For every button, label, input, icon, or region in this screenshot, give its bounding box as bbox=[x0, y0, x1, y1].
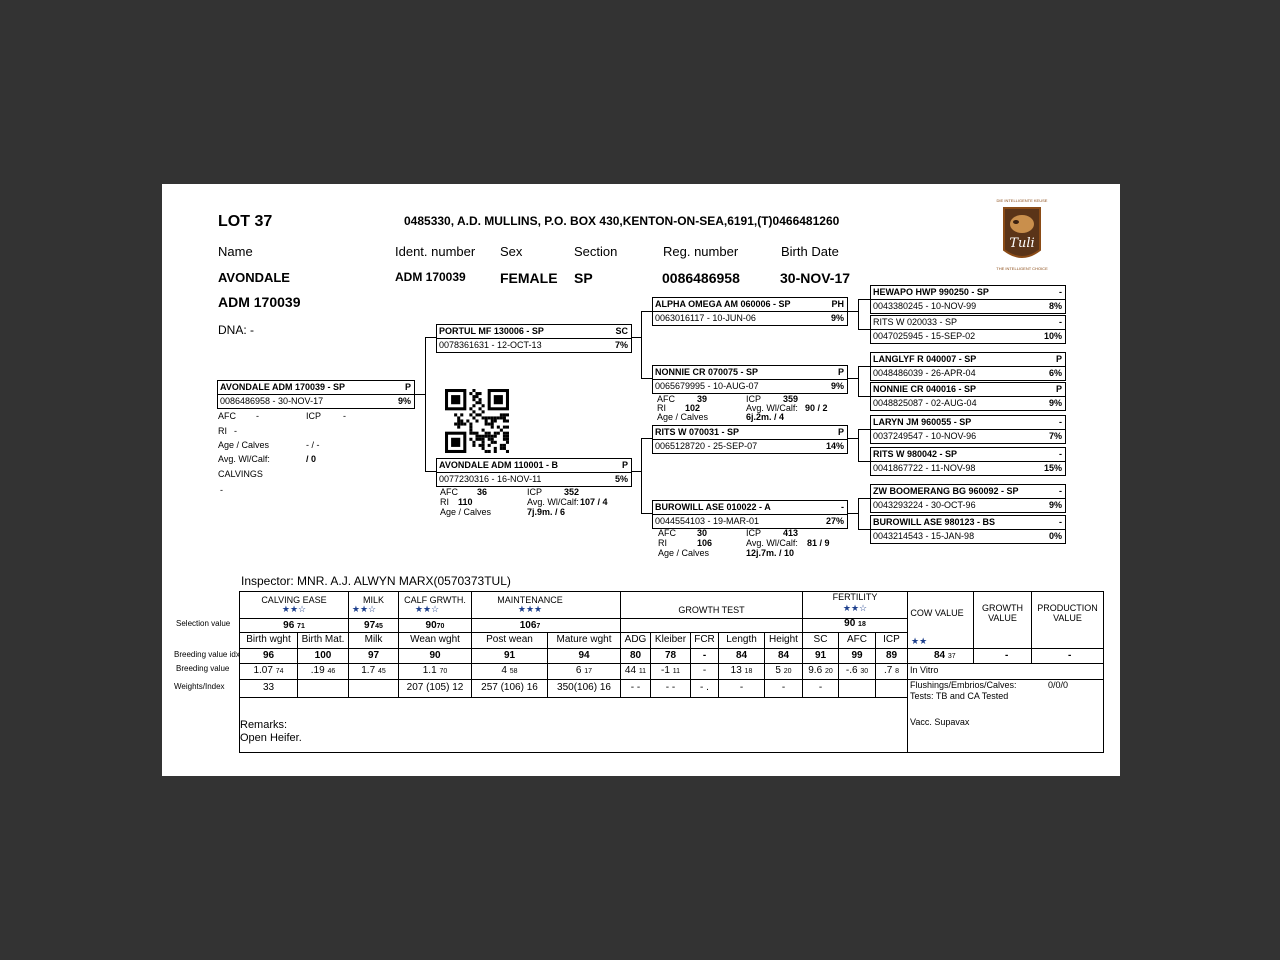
maintenance-stars-icon: ★★★ bbox=[517, 604, 543, 614]
label-name: Name bbox=[218, 244, 253, 259]
weight-cell: - - bbox=[665, 682, 676, 693]
ggp-5-line2: 0037249547 - 10-NOV-96 bbox=[873, 431, 977, 441]
gp-2-line2: 0065679995 - 10-AUG-07 bbox=[655, 381, 759, 391]
dam-age-label: Age / Calves bbox=[440, 507, 492, 517]
gp-4-ri: 106 bbox=[697, 538, 713, 548]
bvi-cow-value: 84 bbox=[934, 650, 946, 661]
gp-1-title: ALPHA OMEGA AM 060006 - SP bbox=[655, 299, 791, 309]
bvi-cell: 80 bbox=[629, 650, 642, 661]
gp-4-ri-label: RI bbox=[658, 538, 667, 548]
gp-4-title: BUROWILL ASE 010022 - A bbox=[655, 502, 771, 512]
gp-2-icp-label: ICP bbox=[746, 394, 762, 404]
label-reg: Reg. number bbox=[663, 244, 739, 259]
animal-ident-2: ADM 170039 bbox=[218, 294, 301, 310]
dam-afc: 36 bbox=[477, 487, 488, 497]
ggp-2-line2: 0047025945 - 15-SEP-02 bbox=[873, 331, 976, 341]
label-section: Section bbox=[574, 244, 618, 259]
sel-fert: 90 bbox=[844, 618, 856, 629]
dam-title: AVONDALE ADM 110001 - B bbox=[439, 460, 559, 470]
label-sex: Sex bbox=[500, 244, 523, 259]
subject-age-label: Age / Calves bbox=[218, 440, 270, 450]
gp-4-line2: 0044554103 - 19-MAR-01 bbox=[655, 516, 760, 526]
bv-value: 1.1 bbox=[422, 665, 437, 676]
dam-icp: 352 bbox=[564, 487, 580, 497]
gp-4-icp-label: ICP bbox=[746, 528, 762, 538]
bv-cell bbox=[240, 665, 297, 676]
gp-1-code: PH bbox=[831, 299, 844, 309]
bvi-cell: 97 bbox=[367, 650, 380, 661]
col-header: Milk bbox=[364, 634, 383, 645]
bv-cell bbox=[839, 665, 875, 676]
milk-stars-icon: ★★☆ bbox=[351, 604, 377, 614]
gp-4-age-label: Age / Calves bbox=[658, 548, 710, 558]
remarks-label: Remarks: bbox=[240, 719, 288, 731]
bv-value: 13 bbox=[730, 665, 742, 676]
weight-cell: 33 bbox=[262, 682, 275, 693]
bv-value: -1 bbox=[661, 665, 670, 676]
bv-cell bbox=[765, 665, 802, 676]
animal-sex: FEMALE bbox=[500, 270, 558, 286]
ggp-1-title: HEWAPO HWP 990250 - SP bbox=[873, 287, 989, 297]
dam-age: 7j.9m. / 6 bbox=[527, 507, 566, 517]
gp-2-ri-label: RI bbox=[657, 403, 666, 413]
in-vitro-label: In Vitro bbox=[910, 665, 939, 675]
bvi-cell: 91 bbox=[814, 650, 827, 661]
ggp-2-code: - bbox=[1059, 317, 1062, 327]
ggp-3-code: P bbox=[1055, 354, 1062, 364]
ggp-4-title: NONNIE CR 040016 - SP bbox=[873, 384, 977, 394]
tests-info: Tests: TB and CA Tested bbox=[910, 691, 1009, 701]
group-calf-growth: CALF GRWTH. bbox=[404, 595, 466, 605]
subject-avg: / 0 bbox=[306, 454, 317, 464]
col-header: Mature wght bbox=[556, 634, 612, 645]
gp-4-afc-label: AFC bbox=[658, 528, 676, 538]
col-header: Post wean bbox=[486, 634, 533, 645]
calving-stars-icon: ★★☆ bbox=[281, 604, 307, 614]
gp-4-afc: 30 bbox=[697, 528, 708, 538]
bv-cell bbox=[472, 665, 547, 676]
dna-status: DNA: - bbox=[218, 323, 254, 337]
animal-reg: 0086486958 bbox=[662, 270, 740, 286]
subject-icp-label: ICP bbox=[306, 411, 322, 421]
bv-cell bbox=[803, 665, 838, 676]
weight-cell: - bbox=[739, 682, 744, 693]
gp-3-title: RITS W 070031 - SP bbox=[655, 427, 740, 437]
bvi-production-value: - bbox=[1068, 650, 1072, 661]
sel-calf: 90 bbox=[425, 620, 437, 631]
bv-sub: 17 bbox=[584, 668, 593, 675]
gp-3-line2: 0065128720 - 25-SEP-07 bbox=[655, 441, 758, 451]
flushings-label: Flushings/Embrios/Calves: bbox=[910, 680, 1017, 690]
bvi-growth-value: - bbox=[1005, 650, 1009, 661]
col-header: Length bbox=[726, 634, 757, 645]
subject-age: - / - bbox=[306, 440, 320, 450]
group-cow-value: COW VALUE bbox=[910, 608, 964, 618]
subject-calvings-label: CALVINGS bbox=[218, 469, 263, 479]
label-weights-index: Weights/Index bbox=[174, 682, 225, 691]
ggp-3-pct: 6% bbox=[1048, 368, 1062, 378]
ggp-1-pct: 8% bbox=[1048, 301, 1062, 311]
group-maintenance: MAINTENANCE bbox=[497, 595, 563, 605]
subject-afc-label: AFC bbox=[218, 411, 236, 421]
bv-sub: 20 bbox=[824, 668, 833, 675]
bv-sub: 11 bbox=[638, 668, 647, 675]
bv-cell bbox=[349, 665, 398, 676]
col-header: FCR bbox=[694, 634, 715, 645]
group-fertility: FERTILITY bbox=[832, 592, 878, 602]
label-birth: Birth Date bbox=[781, 244, 839, 259]
gp-2-age-label: Age / Calves bbox=[657, 412, 709, 422]
bvi-cell: 94 bbox=[578, 650, 590, 661]
bv-value: .7 bbox=[883, 665, 893, 676]
col-header: Kleiber bbox=[654, 634, 687, 645]
ggp-2-pct: 10% bbox=[1043, 331, 1062, 341]
sire-line2: 0078361631 - 12-OCT-13 bbox=[439, 340, 542, 350]
label-breeding-value-idx: Breeding value idx bbox=[174, 650, 240, 659]
bv-cell bbox=[876, 665, 907, 676]
bv-cell bbox=[691, 665, 718, 676]
ggp-7-line2: 0043293224 - 30-OCT-96 bbox=[873, 500, 976, 510]
bv-value: - bbox=[702, 665, 707, 676]
group-calving-ease: CALVING EASE bbox=[261, 595, 327, 605]
bv-value: 4 bbox=[501, 665, 507, 676]
dam-icp-label: ICP bbox=[527, 487, 543, 497]
sel-milk-sub: 45 bbox=[375, 623, 383, 630]
label-selection-value: Selection value bbox=[176, 619, 231, 628]
animal-name: AVONDALE bbox=[218, 270, 290, 285]
gp-2-code: P bbox=[837, 367, 844, 377]
sel-calving-sub: 71 bbox=[297, 623, 305, 630]
gp-2-ri: 102 bbox=[685, 403, 701, 413]
gp-2-afc: 39 bbox=[697, 394, 708, 404]
gp-2-age: 6j.2m. / 4 bbox=[746, 412, 785, 422]
ggp-5-title: LARYN JM 960055 - SP bbox=[873, 417, 972, 427]
ggp-5-code: - bbox=[1059, 417, 1062, 427]
bvi-cow-sub: 37 bbox=[947, 653, 956, 660]
subject-icp: - bbox=[343, 411, 346, 421]
bv-cell bbox=[399, 665, 471, 676]
bvi-cell: 91 bbox=[503, 650, 516, 661]
sel-maint: 106 bbox=[519, 620, 537, 631]
bvi-cell: 90 bbox=[429, 650, 441, 661]
gp-3-code: P bbox=[837, 427, 844, 437]
col-header: SC bbox=[813, 634, 828, 645]
logo-bottom-caption: THE INTELLIGENT CHOICE bbox=[996, 266, 1048, 271]
gp-2-pct: 9% bbox=[830, 381, 844, 391]
subject-afc: - bbox=[256, 411, 259, 421]
bvi-cell: 84 bbox=[777, 650, 790, 661]
col-header: ICP bbox=[883, 634, 900, 645]
vaccination-info: Vacc. Supavax bbox=[910, 717, 970, 727]
flushings-value: 0/0/0 bbox=[1048, 680, 1069, 690]
subject-ri-label: RI bbox=[218, 426, 227, 436]
dam-avg: 107 / 4 bbox=[580, 497, 608, 507]
sire-title: PORTUL MF 130006 - SP bbox=[439, 326, 544, 336]
ggp-8-line2: 0043214543 - 15-JAN-98 bbox=[873, 531, 975, 541]
subject-pct: 9% bbox=[397, 396, 411, 406]
gp-2-avg-label: Avg. Wl/Calf: bbox=[746, 403, 798, 413]
dam-ri: 110 bbox=[458, 497, 473, 507]
sel-milk: 97 bbox=[364, 620, 376, 631]
gp-1-line2: 0063016117 - 10-JUN-06 bbox=[655, 313, 756, 323]
ggp-6-pct: 15% bbox=[1043, 463, 1062, 473]
bv-sub: 46 bbox=[327, 668, 336, 675]
bv-sub: 74 bbox=[275, 668, 284, 675]
bv-cell bbox=[719, 665, 764, 676]
bv-sub: 20 bbox=[783, 668, 792, 675]
group-milk: MILK bbox=[362, 595, 384, 605]
cow-stars-icon: ★★ bbox=[911, 636, 928, 646]
col-header: Birth wght bbox=[246, 634, 291, 645]
bvi-cell: 84 bbox=[735, 650, 748, 661]
weight-cell: 257 (106) 16 bbox=[481, 682, 538, 693]
bv-cell bbox=[651, 665, 690, 676]
ggp-1-line2: 0043380245 - 10-NOV-99 bbox=[873, 301, 977, 311]
bv-value: 5 bbox=[775, 665, 781, 676]
gp-1-pct: 9% bbox=[830, 313, 844, 323]
group-growth-test: GROWTH TEST bbox=[678, 605, 745, 615]
gp-2-afc-label: AFC bbox=[657, 394, 675, 404]
bv-value: 44 bbox=[624, 665, 637, 676]
bv-value: -.6 bbox=[845, 665, 858, 676]
ggp-1-code: - bbox=[1059, 287, 1062, 297]
col-header: ADG bbox=[624, 634, 647, 645]
subject-calvings: - bbox=[220, 485, 223, 495]
gp-4-age: 12j.7m. / 10 bbox=[746, 548, 795, 558]
bvi-cell: 78 bbox=[664, 650, 677, 661]
col-header: Wean wght bbox=[410, 634, 460, 645]
ggp-8-title: BUROWILL ASE 980123 - BS bbox=[873, 517, 996, 527]
weight-cell: - bbox=[781, 682, 786, 693]
dam-line2: 0077230316 - 16-NOV-11 bbox=[439, 474, 542, 484]
gp-3-pct: 14% bbox=[825, 441, 844, 451]
label-ident: Ident. number bbox=[395, 244, 476, 259]
sel-calf-sub: 70 bbox=[436, 623, 445, 630]
weight-cell: - - bbox=[630, 682, 641, 693]
sire-pct: 7% bbox=[614, 340, 628, 350]
bv-sub: 8 bbox=[895, 668, 900, 675]
gp-4-avg-label: Avg. Wl/Calf: bbox=[746, 538, 798, 548]
subject-title: AVONDALE ADM 170039 - SP bbox=[220, 382, 346, 392]
label-breeding-value: Breeding value bbox=[176, 664, 230, 673]
dam-afc-label: AFC bbox=[440, 487, 458, 497]
bv-value: 1.07 bbox=[253, 665, 273, 676]
bv-cell bbox=[298, 665, 348, 676]
bv-sub: 58 bbox=[509, 668, 518, 675]
ggp-6-code: - bbox=[1059, 449, 1062, 459]
subject-line2: 0086486958 - 30-NOV-17 bbox=[220, 396, 324, 406]
ggp-6-line2: 0041867722 - 11-NOV-98 bbox=[873, 463, 976, 473]
bv-sub: 18 bbox=[744, 668, 753, 675]
ggp-5-pct: 7% bbox=[1048, 431, 1062, 441]
col-header: Height bbox=[769, 634, 798, 645]
bv-sub: 45 bbox=[377, 668, 386, 675]
sire-code: SC bbox=[615, 326, 628, 336]
dam-pct: 5% bbox=[614, 474, 628, 484]
group-growth-value: GROWTH VALUE bbox=[982, 603, 1023, 623]
animal-birth: 30-NOV-17 bbox=[780, 270, 851, 286]
logo-text: Tuli bbox=[1009, 236, 1035, 251]
bv-value: 1.7 bbox=[361, 665, 376, 676]
bvi-cell: - bbox=[702, 650, 707, 661]
animal-section: SP bbox=[574, 270, 593, 286]
dam-code: P bbox=[621, 460, 628, 470]
gp-2-title: NONNIE CR 070075 - SP bbox=[655, 367, 759, 377]
gp-4-icp: 413 bbox=[783, 528, 799, 538]
gp-4-pct: 27% bbox=[825, 516, 844, 526]
ggp-3-title: LANGLYF R 040007 - SP bbox=[873, 354, 977, 364]
ggp-4-line2: 0048825087 - 02-AUG-04 bbox=[873, 398, 977, 408]
animal-ident: ADM 170039 bbox=[395, 270, 466, 284]
ggp-6-title: RITS W 980042 - SP bbox=[873, 449, 958, 459]
lot-number: LOT 37 bbox=[218, 213, 273, 230]
ggp-8-pct: 0% bbox=[1048, 531, 1062, 541]
calf-stars-icon: ★★☆ bbox=[414, 604, 440, 614]
bv-cell bbox=[621, 665, 650, 676]
logo-top-caption: DIE INTELLIGENTE KEUSE bbox=[996, 198, 1048, 203]
sel-calving: 96 bbox=[283, 620, 295, 631]
gp-4-code: - bbox=[841, 502, 844, 512]
ggp-7-title: ZW BOOMERANG BG 960092 - SP bbox=[873, 486, 1019, 496]
bvi-cell: 99 bbox=[851, 650, 863, 661]
sel-maint-sub: 7 bbox=[536, 623, 541, 630]
breeder-info: 0485330, A.D. MULLINS, P.O. BOX 430,KENTON-ON-SEA,6191,(T)0466481260 bbox=[404, 214, 840, 228]
certificate-card bbox=[162, 184, 1120, 776]
dam-ri-label: RI bbox=[440, 497, 449, 507]
bv-sub: 70 bbox=[439, 668, 448, 675]
dam-avg-label: Avg. Wl/Calf: bbox=[527, 497, 579, 507]
sel-fert-sub: 18 bbox=[858, 621, 866, 628]
weight-cell: - . bbox=[700, 682, 709, 693]
bv-cell bbox=[548, 665, 620, 676]
bvi-cell: 96 bbox=[262, 650, 275, 661]
ggp-4-code: P bbox=[1055, 384, 1062, 394]
remarks-text: Open Heifer. bbox=[240, 732, 302, 744]
bvi-cell: 100 bbox=[314, 650, 332, 661]
weight-cell: 350(106) 16 bbox=[557, 682, 611, 693]
subject-code: P bbox=[404, 382, 411, 392]
col-header: AFC bbox=[847, 634, 867, 645]
col-header: Birth Mat. bbox=[301, 634, 345, 645]
ggp-2-title: RITS W 020033 - SP bbox=[873, 317, 958, 327]
subject-ri: - bbox=[234, 426, 237, 436]
gp-4-avg: 81 / 9 bbox=[807, 538, 830, 548]
weight-cell: - bbox=[818, 682, 823, 693]
bv-value: .19 bbox=[310, 665, 325, 676]
bvi-cell: 89 bbox=[885, 650, 898, 661]
weight-cell: 207 (105) 12 bbox=[406, 682, 464, 693]
ggp-7-code: - bbox=[1059, 486, 1062, 496]
ggp-3-line2: 0048486039 - 26-APR-04 bbox=[873, 368, 976, 378]
gp-2-avg: 90 / 2 bbox=[805, 403, 828, 413]
bv-sub: 30 bbox=[860, 668, 869, 675]
ggp-4-pct: 9% bbox=[1048, 398, 1062, 408]
bv-value: 6 bbox=[575, 665, 582, 676]
ggp-7-pct: 9% bbox=[1048, 500, 1062, 510]
group-production-value: PRODUCTION VALUE bbox=[1037, 603, 1098, 623]
subject-avg-label: Avg. Wl/Calf: bbox=[218, 454, 270, 464]
inspector: Inspector: MNR. A.J. ALWYN MARX(0570373TUL) bbox=[241, 574, 511, 588]
bv-sub: 11 bbox=[672, 668, 680, 675]
gp-2-icp: 359 bbox=[783, 394, 799, 404]
ggp-8-code: - bbox=[1059, 517, 1062, 527]
bv-value: 9.6 bbox=[808, 665, 823, 676]
fertility-stars-icon: ★★☆ bbox=[842, 603, 868, 613]
